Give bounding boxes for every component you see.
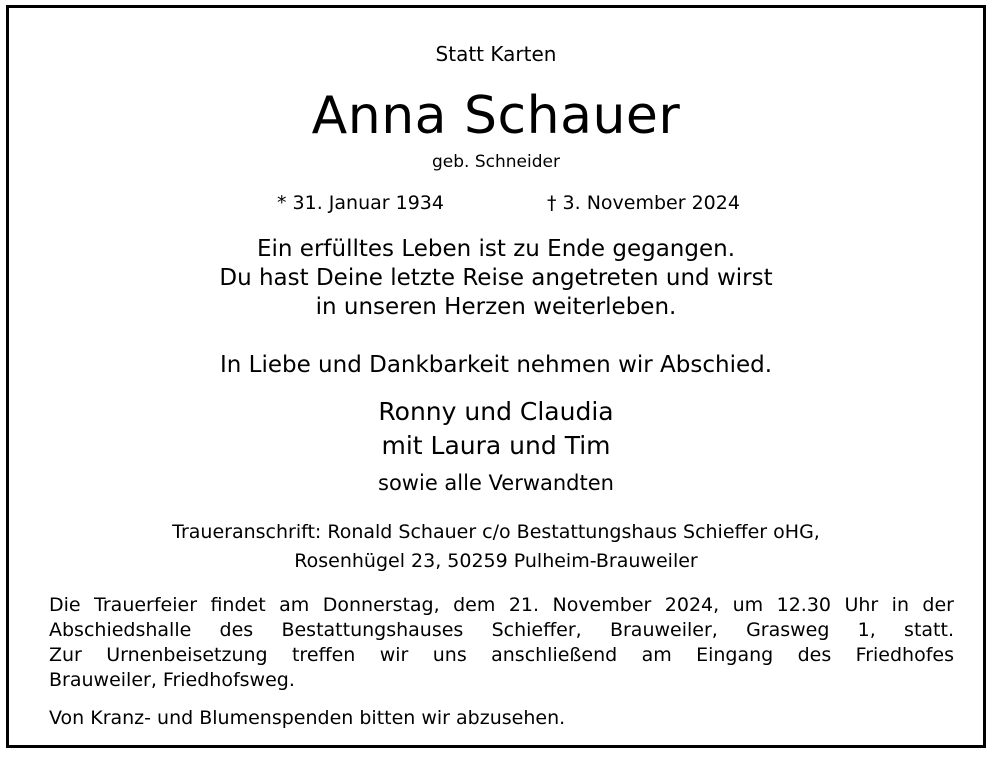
- verse-line-3: in unseren Herzen weiterleben.: [315, 294, 677, 320]
- statt-karten-label: Statt Karten: [435, 42, 557, 66]
- address-line-2: Rosenhügel 23, 50259 Pulheim-Brauweiler: [294, 550, 698, 572]
- birth-name: geb. Schneider: [432, 152, 560, 172]
- ceremony-line-2: Abschiedshalle des Bestattungshauses Schieffer, Brauweiler, Grasweg 1, statt.: [49, 619, 954, 641]
- address-line-1: Traueranschrift: Ronald Schauer c/o Bestattungshaus Schieffer oHG,: [172, 521, 820, 543]
- mourning-address: [9, 518, 983, 576]
- ceremony-line-1: Die Trauerfeier findet am Donnerstag, dem 21. November 2024, um 12.30 Uhr in der: [49, 594, 954, 616]
- relatives-line: sowie alle Verwandten: [378, 471, 614, 495]
- verse-line-2: Du hast Deine letzte Reise angetreten und wirst: [219, 265, 773, 291]
- death-date: † 3. November 2024: [547, 192, 740, 214]
- mourners-line-1: Ronny und Claudia: [378, 397, 614, 426]
- birth-date: * 31. Januar 1934: [277, 192, 444, 214]
- flowers-note: Von Kranz- und Blumenspenden bitten wir abzusehen.: [49, 707, 566, 729]
- ceremony-line-4: Brauweiler, Friedhofsweg.: [49, 669, 295, 691]
- memorial-verse: [9, 235, 983, 322]
- obituary-notice: [6, 5, 986, 748]
- ceremony-paragraph: [49, 593, 954, 693]
- verse-line-1: Ein erfülltes Leben ist zu Ende gegangen.: [256, 236, 736, 262]
- farewell-line: In Liebe und Dankbarkeit nehmen wir Abschied.: [219, 352, 773, 378]
- ceremony-line-3: Zur Urnenbeisetzung treffen wir uns anschließend am Eingang des Friedhofes: [49, 644, 954, 666]
- deceased-name: Anna Schauer: [311, 86, 681, 146]
- mourners-line-2: mit Laura und Tim: [381, 431, 611, 460]
- mourners: [9, 395, 983, 463]
